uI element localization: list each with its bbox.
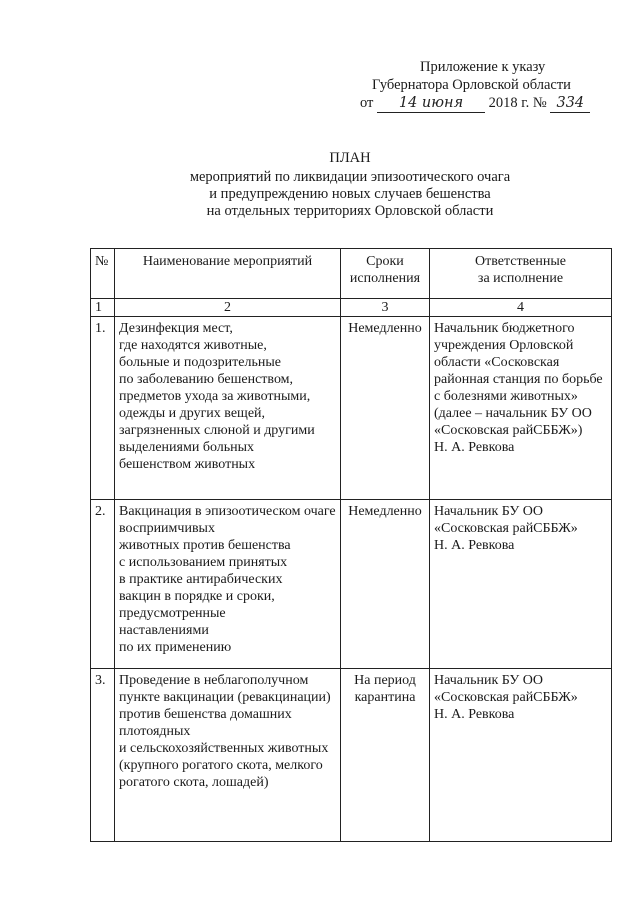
- date-prefix: от: [360, 95, 374, 111]
- header-num: №: [91, 249, 115, 299]
- appendix-date-line: [360, 94, 620, 113]
- row-responsible: Начальник бюджетного учреждения Орловской области «Сосковская районная станция по борьбе с болезнями животных» (далее – начальник БУ ОО «Сосковская райСББЖ») Н. А. Ревкова: [430, 317, 612, 500]
- handwritten-date: 14 июня: [377, 94, 485, 113]
- appendix-line-1: Приложение к указу: [420, 59, 546, 75]
- table-row: [91, 669, 612, 842]
- row-measure: Проведение в неблагополучном пункте вакцинации (ревакцинации) против бешенства домашних плотоядных и сельскохозяйственных животных (крупного рогатого скота, мелкого рогатого скота, лошадей): [115, 669, 341, 842]
- header-term: Сроки исполнения: [341, 249, 430, 299]
- row-responsible: Начальник БУ ОО «Сосковская райСББЖ» Н. А. Ревкова: [430, 500, 612, 669]
- header-responsible: Ответственные за исполнение: [430, 249, 612, 299]
- appendix-block: [360, 58, 620, 113]
- column-number: 1: [91, 299, 115, 317]
- plan-table: [90, 248, 612, 842]
- row-number: 3.: [91, 669, 115, 842]
- title-line-3: на отдельных территориях Орловской области: [206, 203, 494, 219]
- column-number: 3: [341, 299, 430, 317]
- row-responsible: Начальник БУ ОО «Сосковская райСББЖ» Н. А. Ревкова: [430, 669, 612, 842]
- title-line-2: и предупреждению новых случаев бешенства: [209, 186, 491, 202]
- row-measure: Вакцинация в эпизоотическом очаге восприимчивых животных против бешенства с использованием принятых в практике антирабических вакцин в порядке и сроки, предусмотренные наставлениями по их применению: [115, 500, 341, 669]
- row-number: 2.: [91, 500, 115, 669]
- table-row: [91, 317, 612, 500]
- row-term: На период карантина: [341, 669, 430, 842]
- table-row: [91, 500, 612, 669]
- row-term: Немедленно: [341, 317, 430, 500]
- table-header-row: [91, 249, 612, 299]
- title-line-1: мероприятий по ликвидации эпизоотического очага: [189, 169, 511, 185]
- column-number: 4: [430, 299, 612, 317]
- document-title: [150, 150, 550, 220]
- column-number: 2: [115, 299, 341, 317]
- row-term: Немедленно: [341, 500, 430, 669]
- row-number: 1.: [91, 317, 115, 500]
- title-heading: ПЛАН: [329, 150, 371, 166]
- row-measure: Дезинфекция мест, где находятся животные, больные и подозрительные по заболеванию бешенством, предметов ухода за животными, одежды и других вещей, загрязненных слюной и другими выделениями больных бешенством животных: [115, 317, 341, 500]
- appendix-line-2: Губернатора Орловской области: [372, 77, 571, 93]
- column-number-row: [91, 299, 612, 317]
- year-text: 2018 г. №: [488, 95, 547, 111]
- handwritten-number: 334: [550, 94, 590, 113]
- header-name: Наименование мероприятий: [115, 249, 341, 299]
